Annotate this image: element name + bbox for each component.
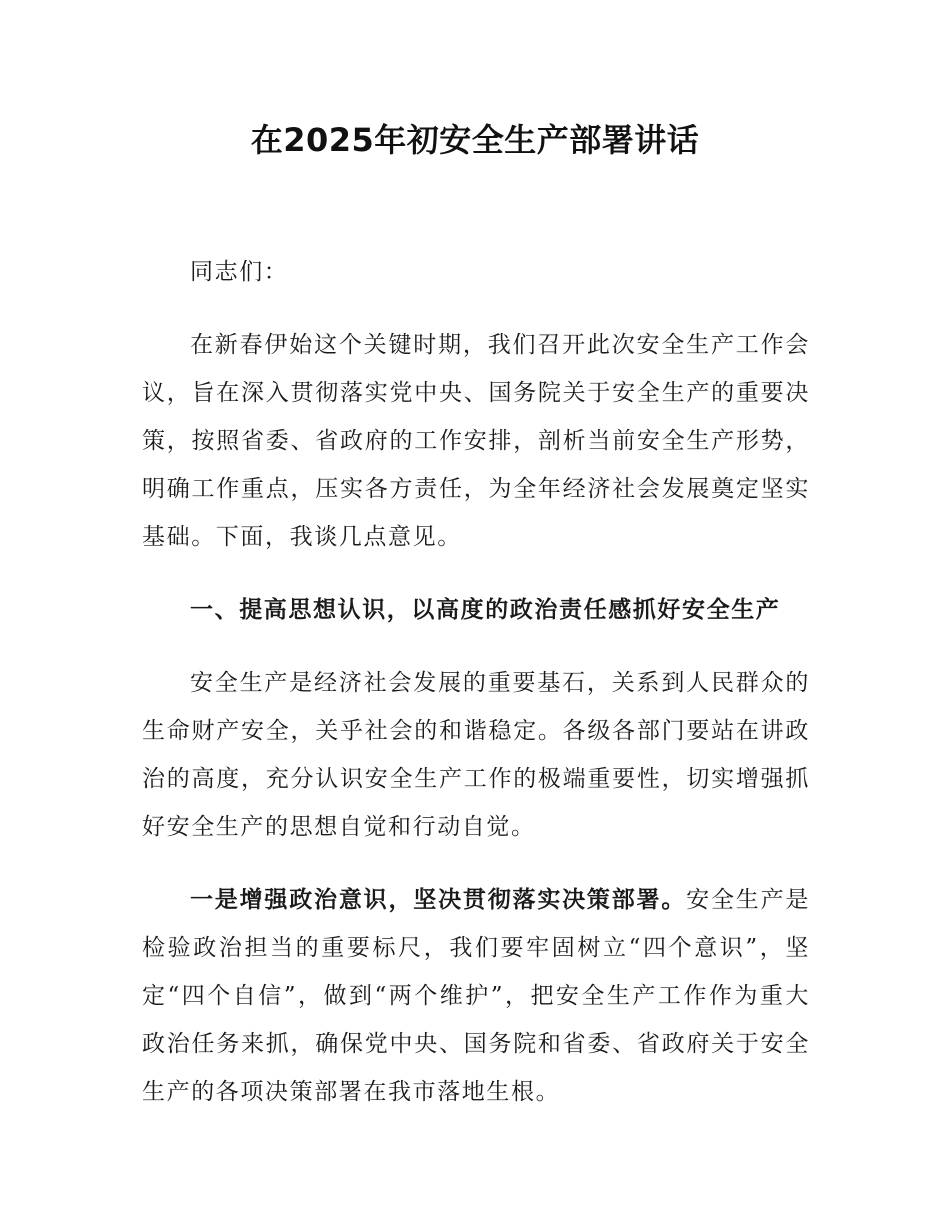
document-body	[142, 248, 810, 1116]
point-text: 安全生产是检验政治担当的重要标尺，我们要牢固树立“四个意识”，坚定“四个自信”，做到“两个维护”，把安全生产工作作为重大政治任务来抓，确保党中央、国务院和省委、省政府关于安全生产的各项决策部署在我市落地生根。	[142, 887, 811, 1105]
section-heading: 一、提高思想认识，以高度的政治责任感抓好安全生产	[190, 597, 781, 623]
intro-paragraph: 在新春伊始这个关键时期，我们召开此次安全生产工作会议，旨在深入贯彻落实党中央、国务院关于安全生产的重要决策，按照省委、省政府的工作安排，剖析当前安全生产形势，明确工作重点，压实各方责任，为全年经济社会发展奠定坚实基础。下面，我谈几点意见。	[142, 332, 810, 550]
point-paragraph	[142, 876, 810, 1116]
salutation: 同志们：	[190, 259, 289, 285]
section-paragraph: 安全生产是经济社会发展的重要基石，关系到人民群众的生命财产安全，关乎社会的和谐稳定。各级各部门要站在讲政治的高度，充分认识安全生产工作的极端重要性，切实增强抓好安全生产的思想自觉和行动自觉。	[142, 670, 810, 840]
point-lead: 一是增强政治意识，坚决贯彻落实决策部署。	[190, 887, 687, 913]
document-title: 在2025年初安全生产部署讲话	[250, 121, 700, 159]
